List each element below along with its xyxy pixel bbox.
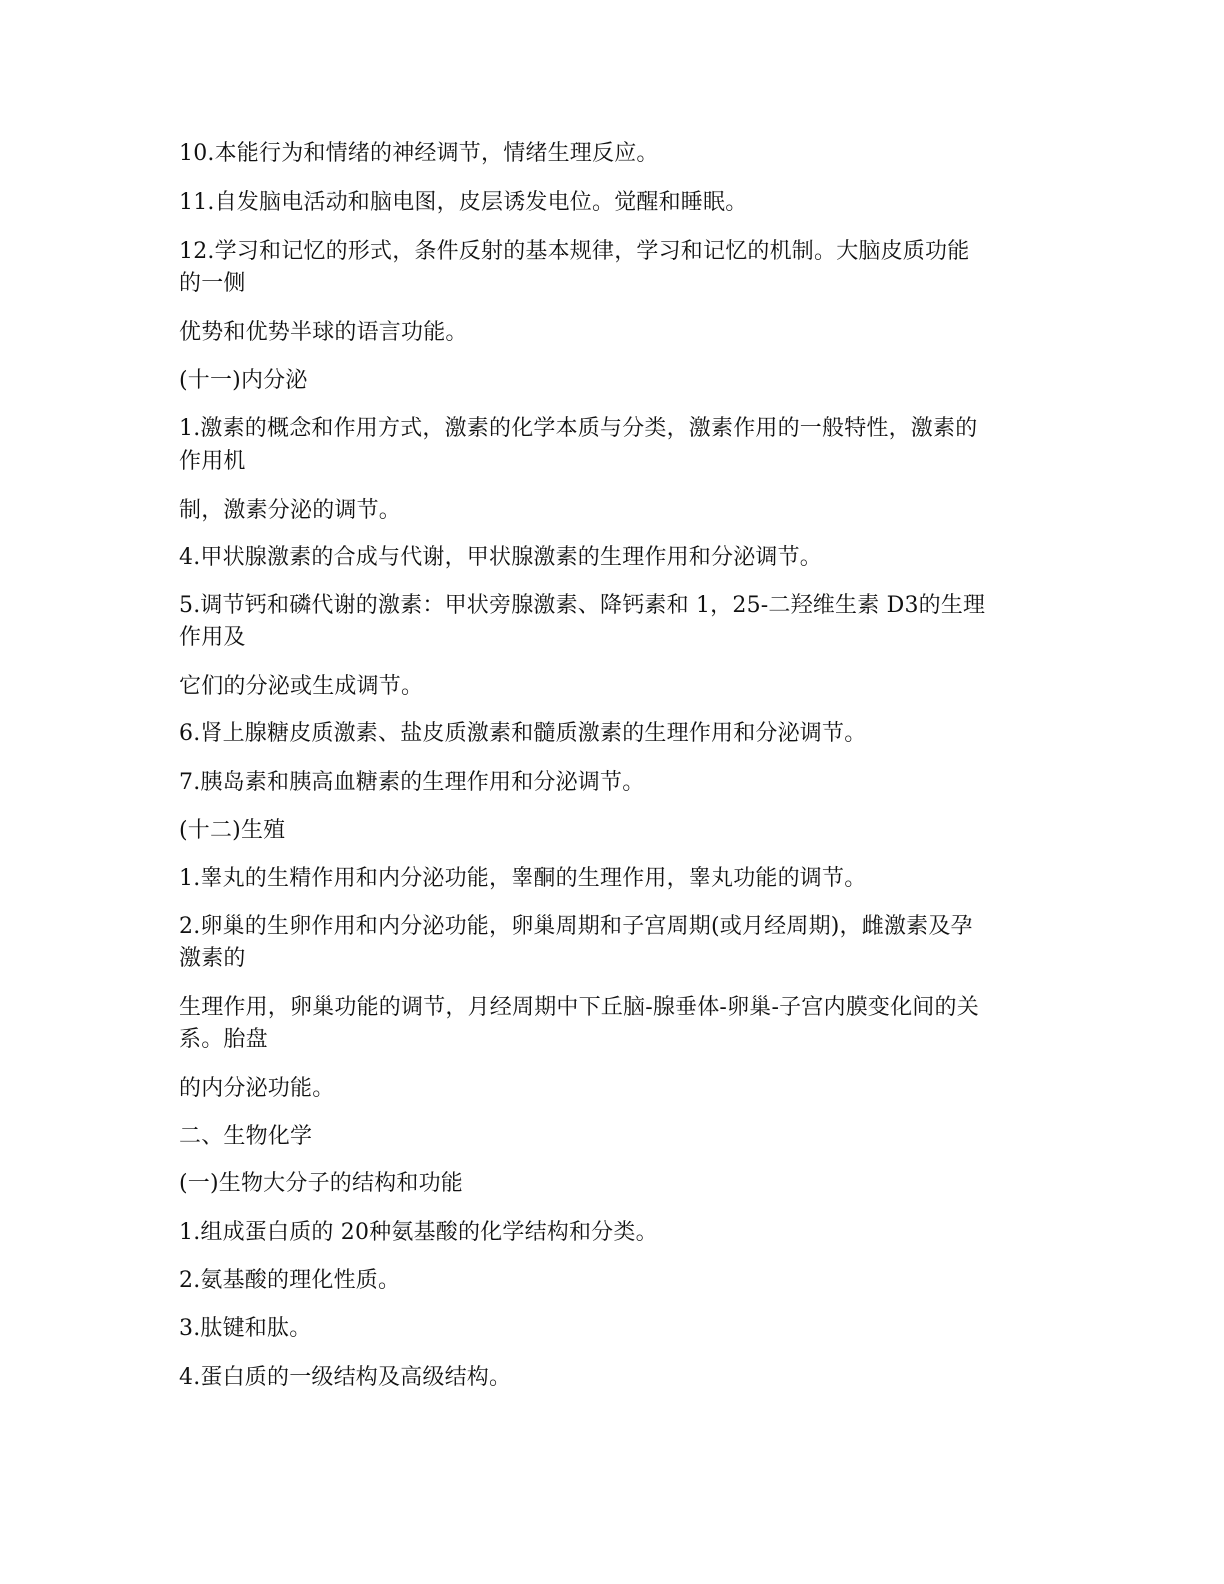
text-line: 1.睾丸的生精作用和内分泌功能，睾酮的生理作用，睾丸功能的调节。 <box>179 866 867 891</box>
section-heading: (一)生物大分子的结构和功能 <box>179 1171 463 1196</box>
text-line: 的一侧 <box>179 271 246 296</box>
text-line: 1.激素的概念和作用方式，激素的化学本质与分类，激素作用的一般特性，激素的 <box>179 416 978 441</box>
text-line: 激素的 <box>179 946 246 971</box>
text-line: 6.肾上腺糖皮质激素、盐皮质激素和髓质激素的生理作用和分泌调节。 <box>179 721 867 746</box>
text-line: 它们的分泌或生成调节。 <box>179 674 424 699</box>
section-heading: 二、生物化学 <box>179 1124 313 1149</box>
text-line: 2.氨基酸的理化性质。 <box>179 1268 401 1293</box>
text-line: 10.本能行为和情绪的神经调节，情绪生理反应。 <box>179 141 659 166</box>
text-line: 4.甲状腺激素的合成与代谢，甲状腺激素的生理作用和分泌调节。 <box>179 545 822 570</box>
section-heading: (十二)生殖 <box>179 818 286 843</box>
text-line: 制，激素分泌的调节。 <box>179 498 402 523</box>
text-line: 5.调节钙和磷代谢的激素：甲状旁腺激素、降钙素和 1，25-二羟维生素 D3的生理 <box>179 593 986 618</box>
text-line: 3.肽键和肽。 <box>179 1316 312 1341</box>
text-line: 优势和优势半球的语言功能。 <box>179 320 468 345</box>
text-line: 12.学习和记忆的形式，条件反射的基本规律，学习和记忆的机制。大脑皮质功能 <box>179 239 970 264</box>
text-line: 作用机 <box>179 449 246 474</box>
section-heading: (十一)内分泌 <box>179 368 308 393</box>
text-line: 4.蛋白质的一级结构及高级结构。 <box>179 1365 512 1390</box>
text-line: 作用及 <box>179 625 246 650</box>
text-line: 系。胎盘 <box>179 1027 268 1052</box>
text-line: 7.胰岛素和胰高血糖素的生理作用和分泌调节。 <box>179 770 645 795</box>
text-line: 的内分泌功能。 <box>179 1076 335 1101</box>
text-line: 11.自发脑电活动和脑电图，皮层诱发电位。觉醒和睡眠。 <box>179 190 748 215</box>
text-line: 2.卵巢的生卵作用和内分泌功能，卵巢周期和子宫周期(或月经周期)，雌激素及孕 <box>179 914 973 939</box>
text-line: 生理作用，卵巢功能的调节，月经周期中下丘脑-腺垂体-卵巢-子宫内膜变化间的关 <box>179 995 979 1020</box>
text-line: 1.组成蛋白质的 20种氨基酸的化学结构和分类。 <box>179 1220 658 1245</box>
